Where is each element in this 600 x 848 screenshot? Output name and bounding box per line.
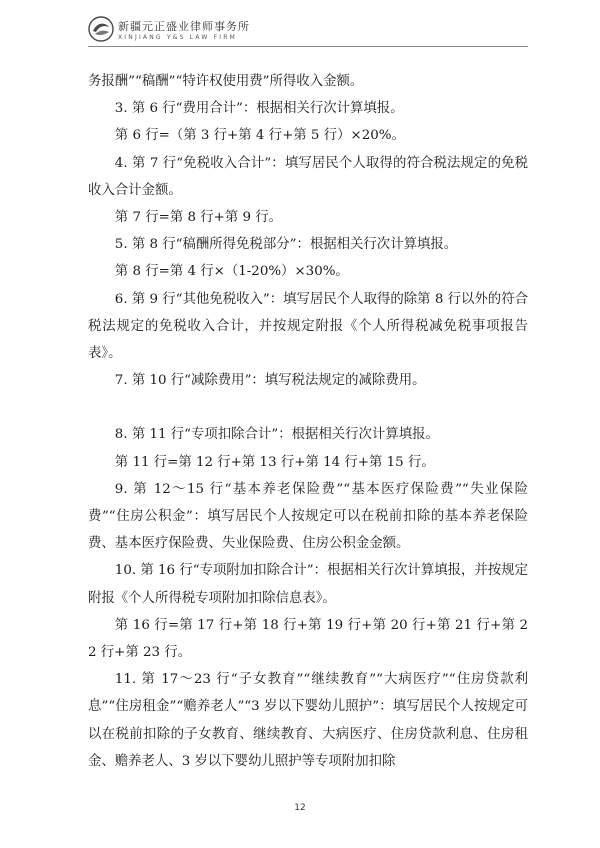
firm-name-en: XINJIANG Y&S LAW FIRM	[118, 34, 237, 41]
paragraph: 5. 第 8 行“稿酬所得免税部分”：根据相关行次计算填报。	[114, 237, 458, 253]
document-body	[88, 68, 528, 775]
paragraph: 第 16 行=第 17 行+第 18 行+第 19 行+第 20 行+第 21 行+第 22 行+第 23 行。	[88, 617, 528, 661]
paragraph: 3. 第 6 行“费用合计”：根据相关行次计算填报。	[114, 101, 404, 117]
paragraph: 第 11 行=第 12 行+第 13 行+第 14 行+第 15 行。	[114, 454, 435, 470]
header-divider	[88, 46, 528, 47]
page-number: 12	[294, 803, 306, 813]
firm-name-cn: 新疆元正盛业律师事务所	[118, 20, 250, 33]
paragraph: 务报酬”“稿酬”“特许权使用费”所得收入金额。	[88, 74, 364, 89]
paragraph: 6. 第 9 行“其他免税收入”：填写居民个人取得的除第 8 行以外的符合税法规定的免税收入合计，并按规定附报《个人所得税减免税事项报告表》。	[88, 291, 528, 362]
firm-logo-icon	[88, 16, 114, 42]
paragraph: 4. 第 7 行“免税收入合计”：填写居民个人取得的符合税法规定的免税收入合计金额。	[88, 155, 528, 198]
paragraph: 10. 第 16 行“专项附加扣除合计”：根据相关行次计算填报，并按规定附报《个人所得税专项附加扣除信息表》。	[88, 563, 528, 606]
paragraph: 第 6 行=（第 3 行+第 4 行+第 5 行）×20%。	[114, 128, 405, 144]
paragraph: 8. 第 11 行“专项扣除合计”：根据相关行次计算填报。	[114, 427, 439, 443]
paragraph: 11. 第 17～23 行“子女教育”“继续教育”“大病医疗”“住房贷款利息”“住房租金”“赡养老人”“3 岁以下婴幼儿照护”：填写居民个人按规定可以在税前扣除的子女教育、继续教育、大病医疗、住房贷款利息、住房租金、赡养老人、3 岁以下婴幼儿照护等专项附加扣除	[88, 672, 528, 769]
page-header	[88, 14, 528, 44]
paragraph: 第 7 行=第 8 行+第 9 行。	[114, 210, 283, 226]
paragraph: 7. 第 10 行“减除费用”：填写税法规定的减除费用。	[114, 373, 426, 389]
paragraph: 9. 第 12～15 行“基本养老保险费”“基本医疗保险费”“失业保险费”“住房公积金”：填写居民个人按规定可以在税前扣除的基本养老保险费、基本医疗保险费、失业保险费、住房公积金金额。	[88, 481, 528, 552]
paragraph: 第 8 行=第 4 行×（1-20%）×30%。	[114, 264, 349, 280]
paragraph-gap	[88, 394, 528, 421]
